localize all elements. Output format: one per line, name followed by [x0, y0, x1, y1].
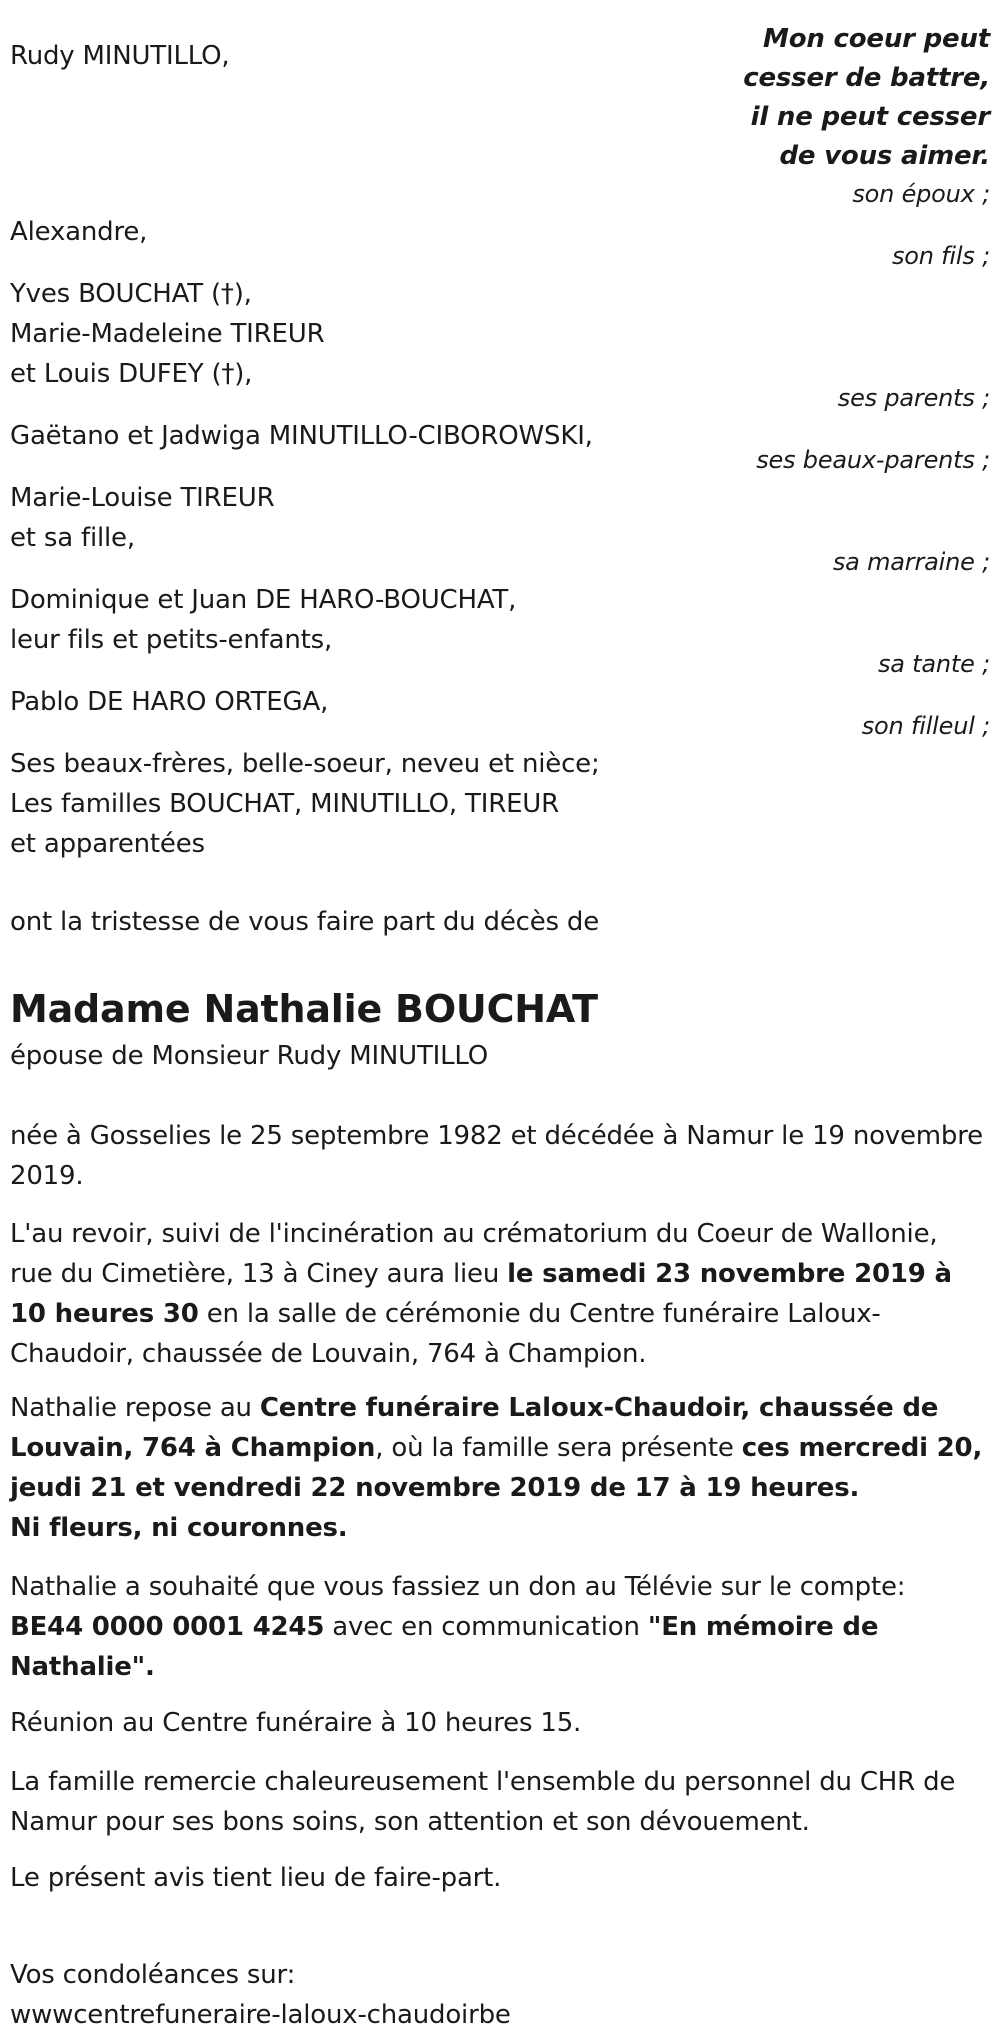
announcement: ont la tristesse de vous faire part du décès de [10, 907, 600, 937]
role-godson: son filleul ; [861, 712, 990, 740]
family-line: et apparentées [10, 829, 205, 859]
family-line: Ses beaux-frères, belle-soeur, neveu et nièce; [10, 749, 600, 779]
donation-account: BE44 0000 0001 4245 [10, 1612, 325, 1642]
condolences-url[interactable]: wwwcentrefuneraire-laloux-chaudoirbe [10, 2000, 511, 2030]
thanks: La famille remercie chaleureusement l'ensemble du personnel du CHR de Namur pour ses bons soins, son attention et son dévouement. [10, 1767, 956, 1837]
role-in-laws: ses beaux-parents ; [756, 446, 990, 474]
verse-line: il ne peut cesser [750, 102, 990, 132]
family-godson [10, 682, 328, 722]
role-parents: ses parents ; [837, 384, 990, 412]
role-spouse: son époux ; [852, 180, 990, 208]
deceased-name: Madame Nathalie BOUCHAT [10, 987, 598, 1031]
donation-text: avec en communication [324, 1612, 648, 1642]
extended-family [10, 744, 600, 864]
family-line: Marie-Madeleine TIREUR [10, 319, 325, 349]
verse-line: cesser de battre, [743, 63, 990, 93]
family-line: leur fils et petits-enfants, [10, 625, 333, 655]
family-son [10, 212, 147, 252]
family-line: Les familles BOUCHAT, MINUTILLO, TIREUR [10, 789, 559, 819]
repose-paragraph [10, 1388, 985, 1508]
family-parents [10, 274, 324, 394]
donation-message: "En mémoire de Nathalie". [10, 1612, 879, 1682]
donation-text: Nathalie a souhaité que vous fassiez un don au Télévie sur le compte: [10, 1572, 906, 1602]
no-flowers [10, 1508, 985, 1548]
ceremony-date: le samedi 23 novembre 2019 à 10 heures 30 [10, 1259, 952, 1329]
family-spouse [10, 36, 229, 76]
donation-paragraph [10, 1567, 985, 1687]
ceremony-text: L'au revoir, suivi de l'incinération au crématorium du Coeur de Wallonie, rue du Cimetière, 13 à Ciney aura lieu [10, 1219, 938, 1289]
repose-place: Centre funéraire Laloux-Chaudoir, chaussée de Louvain, 764 à Champion [10, 1393, 939, 1463]
repose-text: Nathalie repose au [10, 1393, 260, 1423]
verse-line: Mon coeur peut [763, 24, 990, 54]
no-flowers-text: Ni fleurs, ni couronnes. [10, 1513, 348, 1543]
birth-death: née à Gosselies le 25 septembre 1982 et décédée à Namur le 19 novembre 2019. [10, 1121, 983, 1191]
family-line: et Louis DUFEY (†), [10, 359, 253, 389]
family-line: Gaëtano et Jadwiga MINUTILLO-CIBOROWSKI, [10, 421, 593, 451]
meeting: Réunion au Centre funéraire à 10 heures 15. [10, 1708, 582, 1738]
family-in-laws [10, 416, 593, 456]
family-aunt [10, 580, 516, 660]
verse-line: de vous aimer. [779, 141, 990, 171]
repose-dates: ces mercredi 20, jeudi 21 et vendredi 22 novembre 2019 de 17 à 19 heures. [10, 1433, 983, 1503]
family-line: Pablo DE HARO ORTEGA, [10, 687, 329, 717]
family-line: Marie-Louise TIREUR [10, 483, 275, 513]
family-line: Dominique et Juan DE HARO-BOUCHAT, [10, 585, 517, 615]
role-aunt: sa tante ; [877, 650, 990, 678]
verse [743, 20, 990, 176]
notice: Le présent avis tient lieu de faire-part. [10, 1863, 502, 1893]
ceremony-text: en la salle de cérémonie du Centre funéraire Laloux-Chaudoir, chaussée de Louvain, 764 à Champion. [10, 1299, 881, 1369]
family-line: Rudy MINUTILLO, [10, 41, 230, 71]
ceremony-paragraph [10, 1214, 985, 1374]
family-line: Yves BOUCHAT (†), [10, 279, 252, 309]
condolences-label: Vos condoléances sur: [10, 1960, 296, 1990]
family-line: Alexandre, [10, 217, 148, 247]
deceased-spouse: épouse de Monsieur Rudy MINUTILLO [10, 1041, 489, 1071]
role-godmother: sa marraine ; [832, 548, 990, 576]
family-line: et sa fille, [10, 523, 135, 553]
repose-text: , où la famille sera présente [375, 1433, 742, 1463]
role-son: son fils ; [891, 242, 990, 270]
family-godmother [10, 478, 274, 558]
